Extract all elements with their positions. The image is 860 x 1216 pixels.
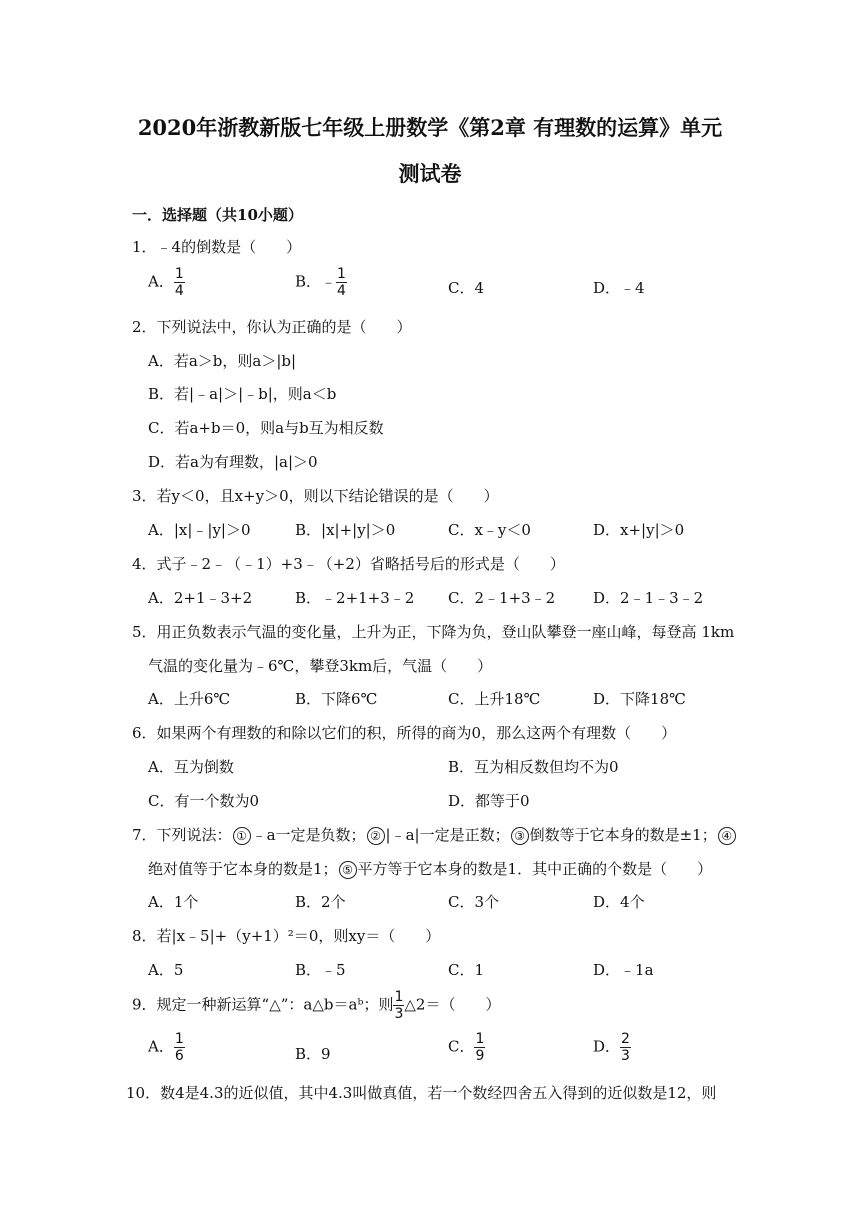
question-7 (132, 824, 737, 845)
option-b[interactable] (295, 267, 347, 298)
option-label: D． (593, 1037, 621, 1056)
option-b[interactable]: B．互为相反数但均不为0 (448, 758, 619, 776)
option-a[interactable]: A．2+1﹣3+2 (148, 589, 253, 607)
circled-4: ④ (718, 827, 736, 845)
statement-4: 绝对值等于它本身的数是1； (148, 860, 338, 878)
question-stem-end: △2＝（ ） (404, 995, 501, 1014)
question-number: 10． (126, 1084, 161, 1102)
option-d[interactable]: D．下降18℃ (593, 690, 686, 708)
question-number: 9． (132, 995, 157, 1014)
question-number: 8． (132, 927, 157, 945)
option-d[interactable]: D．4个 (593, 893, 645, 911)
question-stem: 式子﹣2﹣（﹣1）+3﹣（+2）省略括号后的形式是（ ） (156, 555, 565, 573)
question-8 (132, 925, 440, 946)
question-stem: ﹣4的倒数是（ ） (156, 238, 302, 256)
statement-2: |﹣a|一定是正数； (385, 826, 510, 844)
option-c[interactable]: C．x﹣y＜0 (448, 521, 531, 539)
option-label: A． (148, 1037, 174, 1056)
option-b[interactable]: B．下降6℃ (295, 690, 378, 708)
fraction: $\frac{1}{9}$ (475, 1031, 485, 1064)
option-c[interactable]: C．2﹣1+3﹣2 (448, 589, 556, 607)
question-number: 5． (132, 623, 157, 641)
option-b[interactable]: B．﹣2+1+3﹣2 (295, 589, 415, 607)
question-number: 7． (132, 826, 157, 844)
option-label: B． (295, 272, 322, 291)
page-title-line2: 测试卷 (398, 161, 462, 186)
option-a[interactable]: A．|x|﹣|y|＞0 (148, 521, 251, 539)
page-title-line1: 2020年浙教新版七年级上册数学《第2章 有理数的运算》单元 (137, 115, 723, 140)
option-c[interactable]: C．1 (448, 961, 485, 979)
question-1 (132, 236, 301, 257)
question-6 (132, 722, 676, 743)
option-c[interactable]: C．上升18℃ (448, 690, 541, 708)
question-9 (132, 990, 500, 1021)
question-2 (132, 316, 412, 337)
option-a[interactable] (148, 267, 185, 298)
option-d[interactable]: D．若a为有理数，|a|＞0 (148, 453, 318, 471)
option-c[interactable]: C．4 (448, 279, 485, 297)
option-c[interactable]: C．有一个数为0 (148, 792, 260, 810)
question-stem: 若y＜0，且x+y＞0，则以下结论错误的是（ ） (156, 487, 499, 505)
circled-5: ⑤ (339, 861, 357, 879)
minus-sign: ﹣ (321, 272, 337, 291)
option-b[interactable]: B．﹣5 (295, 961, 346, 979)
option-a[interactable]: A．5 (148, 961, 184, 979)
fraction: $\frac{1}{3}$ (394, 989, 404, 1022)
question-stem: 规定一种新运算“△”：a△b＝aᵇ；则 (156, 995, 394, 1014)
statement-5: 平方等于它本身的数是1．其中正确的个数是（ ） (357, 860, 713, 878)
question-5 (132, 621, 734, 642)
option-b[interactable]: B．若|﹣a|＞|﹣b|，则a＜b (148, 385, 337, 403)
fraction: $\frac{1}{4}$ (174, 266, 184, 299)
option-c[interactable]: C．若a+b＝0，则a与b互为相反数 (148, 419, 384, 437)
question-4 (132, 553, 565, 574)
question-3 (132, 485, 499, 506)
option-a[interactable]: A．若a＞b，则a＞|b| (148, 352, 297, 370)
question-number: 4． (132, 555, 157, 573)
question-5-continued: 气温的变化量为﹣6℃，攀登3km后，气温（ ） (148, 657, 493, 675)
statement-1: ﹣a一定是负数； (251, 826, 366, 844)
circled-1: ① (233, 827, 251, 845)
option-b[interactable]: B．2个 (295, 893, 346, 911)
option-b[interactable]: B．|x|+|y|＞0 (295, 521, 396, 539)
option-c[interactable] (448, 1032, 485, 1063)
option-a[interactable] (148, 1032, 185, 1063)
question-10 (126, 1082, 716, 1103)
option-label: A． (148, 272, 174, 291)
option-d[interactable]: D．2﹣1﹣3﹣2 (593, 589, 704, 607)
question-7-continued (148, 858, 712, 879)
option-a[interactable]: A．上升6℃ (148, 690, 231, 708)
option-c[interactable]: C．3个 (448, 893, 500, 911)
option-a[interactable]: A．互为倒数 (148, 758, 234, 776)
fraction: $\frac{1}{4}$ (337, 266, 346, 299)
question-stem: 下列说法： (156, 826, 232, 844)
option-d[interactable]: D．﹣4 (593, 279, 645, 297)
question-number: 3． (132, 487, 157, 505)
fraction: $\frac{2}{3}$ (621, 1031, 630, 1064)
question-number: 6． (132, 724, 157, 742)
question-stem: 用正负数表示气温的变化量，上升为正，下降为负，登山队攀登一座山峰，每登高 1km (156, 623, 735, 641)
option-d[interactable] (593, 1032, 631, 1063)
question-number: 2． (132, 318, 157, 336)
circled-2: ② (367, 827, 385, 845)
option-label: C． (448, 1037, 475, 1056)
statement-3: 倒数等于它本身的数是±1； (529, 826, 717, 844)
question-stem: 若|x﹣5|+（y+1）²＝0，则xy＝（ ） (156, 927, 441, 945)
question-stem: 下列说法中，你认为正确的是（ ） (156, 318, 412, 336)
circled-3: ③ (511, 827, 529, 845)
question-number: 1． (132, 238, 157, 256)
fraction: $\frac{1}{6}$ (174, 1031, 184, 1064)
section-heading: 一．选择题（共10小题） (132, 206, 303, 224)
option-b[interactable]: B．9 (295, 1045, 331, 1063)
option-d[interactable]: D．﹣1a (593, 961, 654, 979)
option-d[interactable]: D．都等于0 (448, 792, 530, 810)
question-stem: 数4是4.3的近似值，其中4.3叫做真值，若一个数经四舍五入得到的近似数是12，则 (160, 1084, 717, 1102)
question-stem: 如果两个有理数的和除以它们的积，所得的商为0，那么这两个有理数（ ） (156, 724, 677, 742)
option-a[interactable]: A．1个 (148, 893, 199, 911)
option-d[interactable]: D．x+|y|＞0 (593, 521, 685, 539)
